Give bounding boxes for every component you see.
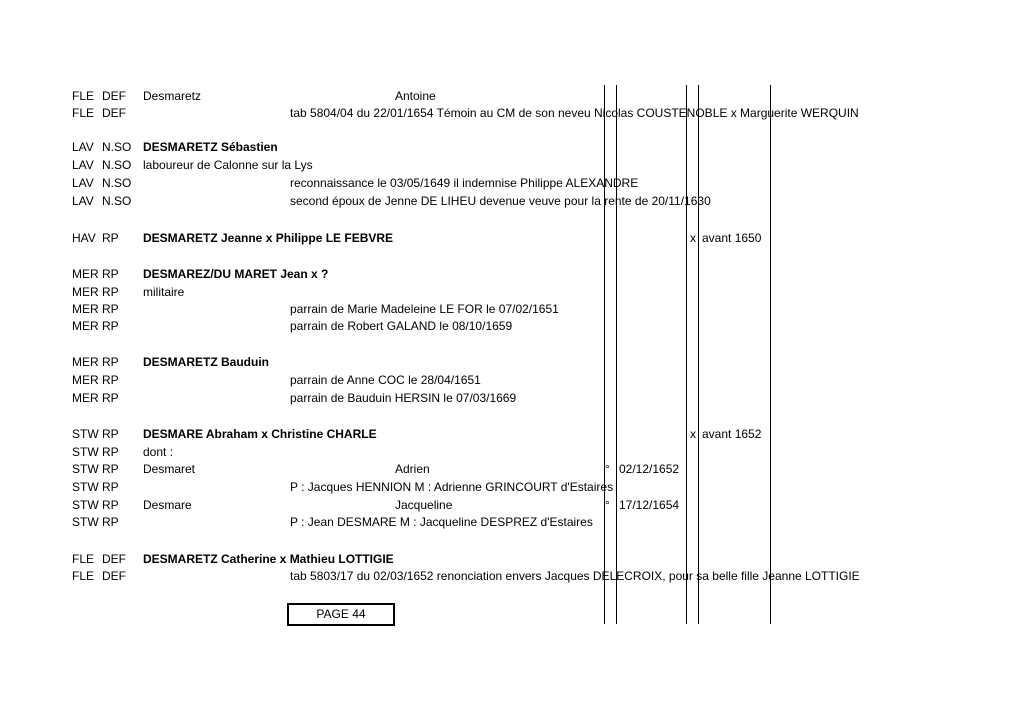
source-code: RP	[102, 267, 119, 281]
place-code: FLE	[72, 569, 95, 583]
source-code: N.SO	[102, 176, 132, 190]
record-row	[0, 318, 1024, 335]
place-code: MER	[72, 302, 99, 316]
source-code: RP	[102, 480, 119, 494]
record-row	[0, 88, 1024, 105]
source-code: RP	[102, 355, 119, 369]
family-heading: DESMARETZ Jeanne x Philippe LE FEBVRE	[143, 231, 394, 245]
place-code: MER	[72, 319, 99, 333]
source-code: N.SO	[102, 158, 132, 172]
record-note: tab 5804/04 du 22/01/1654 Témoin au CM de son neveu Nicolas COUSTENOBLE x Marguerite WERQUIN	[290, 106, 859, 120]
occupation: laboureur de Calonne sur la Lys	[143, 158, 313, 172]
birth-date: 02/12/1652	[619, 462, 680, 476]
source-code: RP	[102, 302, 119, 316]
family-heading: DESMARE Abraham x Christine CHARLE	[143, 427, 377, 441]
godparents-note: P : Jacques HENNION M : Adrienne GRINCOURT d'Estaires	[290, 480, 614, 494]
place-code: MER	[72, 285, 99, 299]
place-code: LAV	[72, 176, 94, 190]
birth-date: 17/12/1654	[619, 498, 680, 512]
record-row	[0, 479, 1024, 496]
record-note: parrain de Anne COC le 28/04/1651	[290, 373, 481, 387]
record-row	[0, 157, 1024, 174]
place-code: STW	[72, 445, 99, 459]
record-row	[0, 193, 1024, 210]
family-heading: DESMARETZ Bauduin	[143, 355, 269, 369]
family-heading: DESMAREZ/DU MARET Jean x ?	[143, 267, 329, 281]
given-name: Adrien	[395, 462, 430, 476]
record-note: second époux de Jenne DE LIHEU devenue veuve pour la rente de 20/11/1630	[290, 194, 711, 208]
place-code: MER	[72, 373, 99, 387]
source-code: DEF	[102, 106, 126, 120]
marriage-date: avant 1652	[702, 427, 762, 441]
source-code: DEF	[102, 569, 126, 583]
place-code: HAV	[72, 231, 96, 245]
source-code: RP	[102, 445, 119, 459]
marriage-date: avant 1650	[702, 231, 762, 245]
place-code: FLE	[72, 106, 95, 120]
record-row	[0, 230, 1024, 247]
record-row	[0, 266, 1024, 283]
record-row	[0, 354, 1024, 371]
record-row	[0, 514, 1024, 531]
family-heading: DESMARETZ Sébastien	[143, 140, 278, 154]
marriage-marker: x	[690, 427, 696, 441]
source-code: RP	[102, 391, 119, 405]
record-row	[0, 551, 1024, 568]
place-code: LAV	[72, 194, 94, 208]
record-row	[0, 461, 1024, 478]
family-heading: DESMARETZ Catherine x Mathieu LOTTIGIE	[143, 552, 394, 566]
source-code: RP	[102, 515, 119, 529]
place-code: STW	[72, 480, 99, 494]
source-code: DEF	[102, 552, 126, 566]
source-code: N.SO	[102, 140, 132, 154]
record-row	[0, 301, 1024, 318]
record-row	[0, 390, 1024, 407]
record-note: reconnaissance le 03/05/1649 il indemnise Philippe ALEXANDRE	[290, 176, 639, 190]
source-code: RP	[102, 498, 119, 512]
record-note: parrain de Robert GALAND le 08/10/1659	[290, 319, 513, 333]
birth-marker: °	[605, 462, 610, 476]
surname: Desmaretz	[143, 89, 202, 103]
record-row	[0, 444, 1024, 461]
source-code: RP	[102, 231, 119, 245]
record-row	[0, 139, 1024, 156]
page-number-box: PAGE 44	[287, 603, 395, 626]
source-code: RP	[102, 373, 119, 387]
given-name: Jacqueline	[395, 498, 453, 512]
place-code: LAV	[72, 158, 94, 172]
occupation: militaire	[143, 285, 185, 299]
record-note: tab 5803/17 du 02/03/1652 renonciation envers Jacques DELECROIX, pour sa belle fille Jeanne LOTTIGIE	[290, 569, 860, 583]
place-code: FLE	[72, 552, 95, 566]
source-code: RP	[102, 319, 119, 333]
record-note: parrain de Bauduin HERSIN le 07/03/1669	[290, 391, 517, 405]
given-name: Antoine	[395, 89, 436, 103]
place-code: FLE	[72, 89, 95, 103]
source-code: RP	[102, 285, 119, 299]
place-code: STW	[72, 498, 99, 512]
record-row	[0, 497, 1024, 514]
place-code: STW	[72, 462, 99, 476]
record-row	[0, 426, 1024, 443]
source-code: DEF	[102, 89, 126, 103]
surname: Desmare	[143, 498, 192, 512]
surname: Desmaret	[143, 462, 196, 476]
marriage-marker: x	[690, 231, 696, 245]
place-code: MER	[72, 391, 99, 405]
record-row	[0, 568, 1024, 585]
record-row	[0, 284, 1024, 301]
source-code: RP	[102, 462, 119, 476]
godparents-note: P : Jean DESMARE M : Jacqueline DESPREZ d'Estaires	[290, 515, 593, 529]
record-note: parrain de Marie Madeleine LE FOR le 07/02/1651	[290, 302, 559, 316]
place-code: STW	[72, 515, 99, 529]
place-code: LAV	[72, 140, 94, 154]
birth-marker: °	[605, 498, 610, 512]
source-code: N.SO	[102, 194, 132, 208]
place-code: STW	[72, 427, 99, 441]
source-code: RP	[102, 427, 119, 441]
record-row	[0, 372, 1024, 389]
place-code: MER	[72, 355, 99, 369]
record-row	[0, 105, 1024, 122]
children-label: dont :	[143, 445, 174, 459]
place-code: MER	[72, 267, 99, 281]
record-row	[0, 175, 1024, 192]
